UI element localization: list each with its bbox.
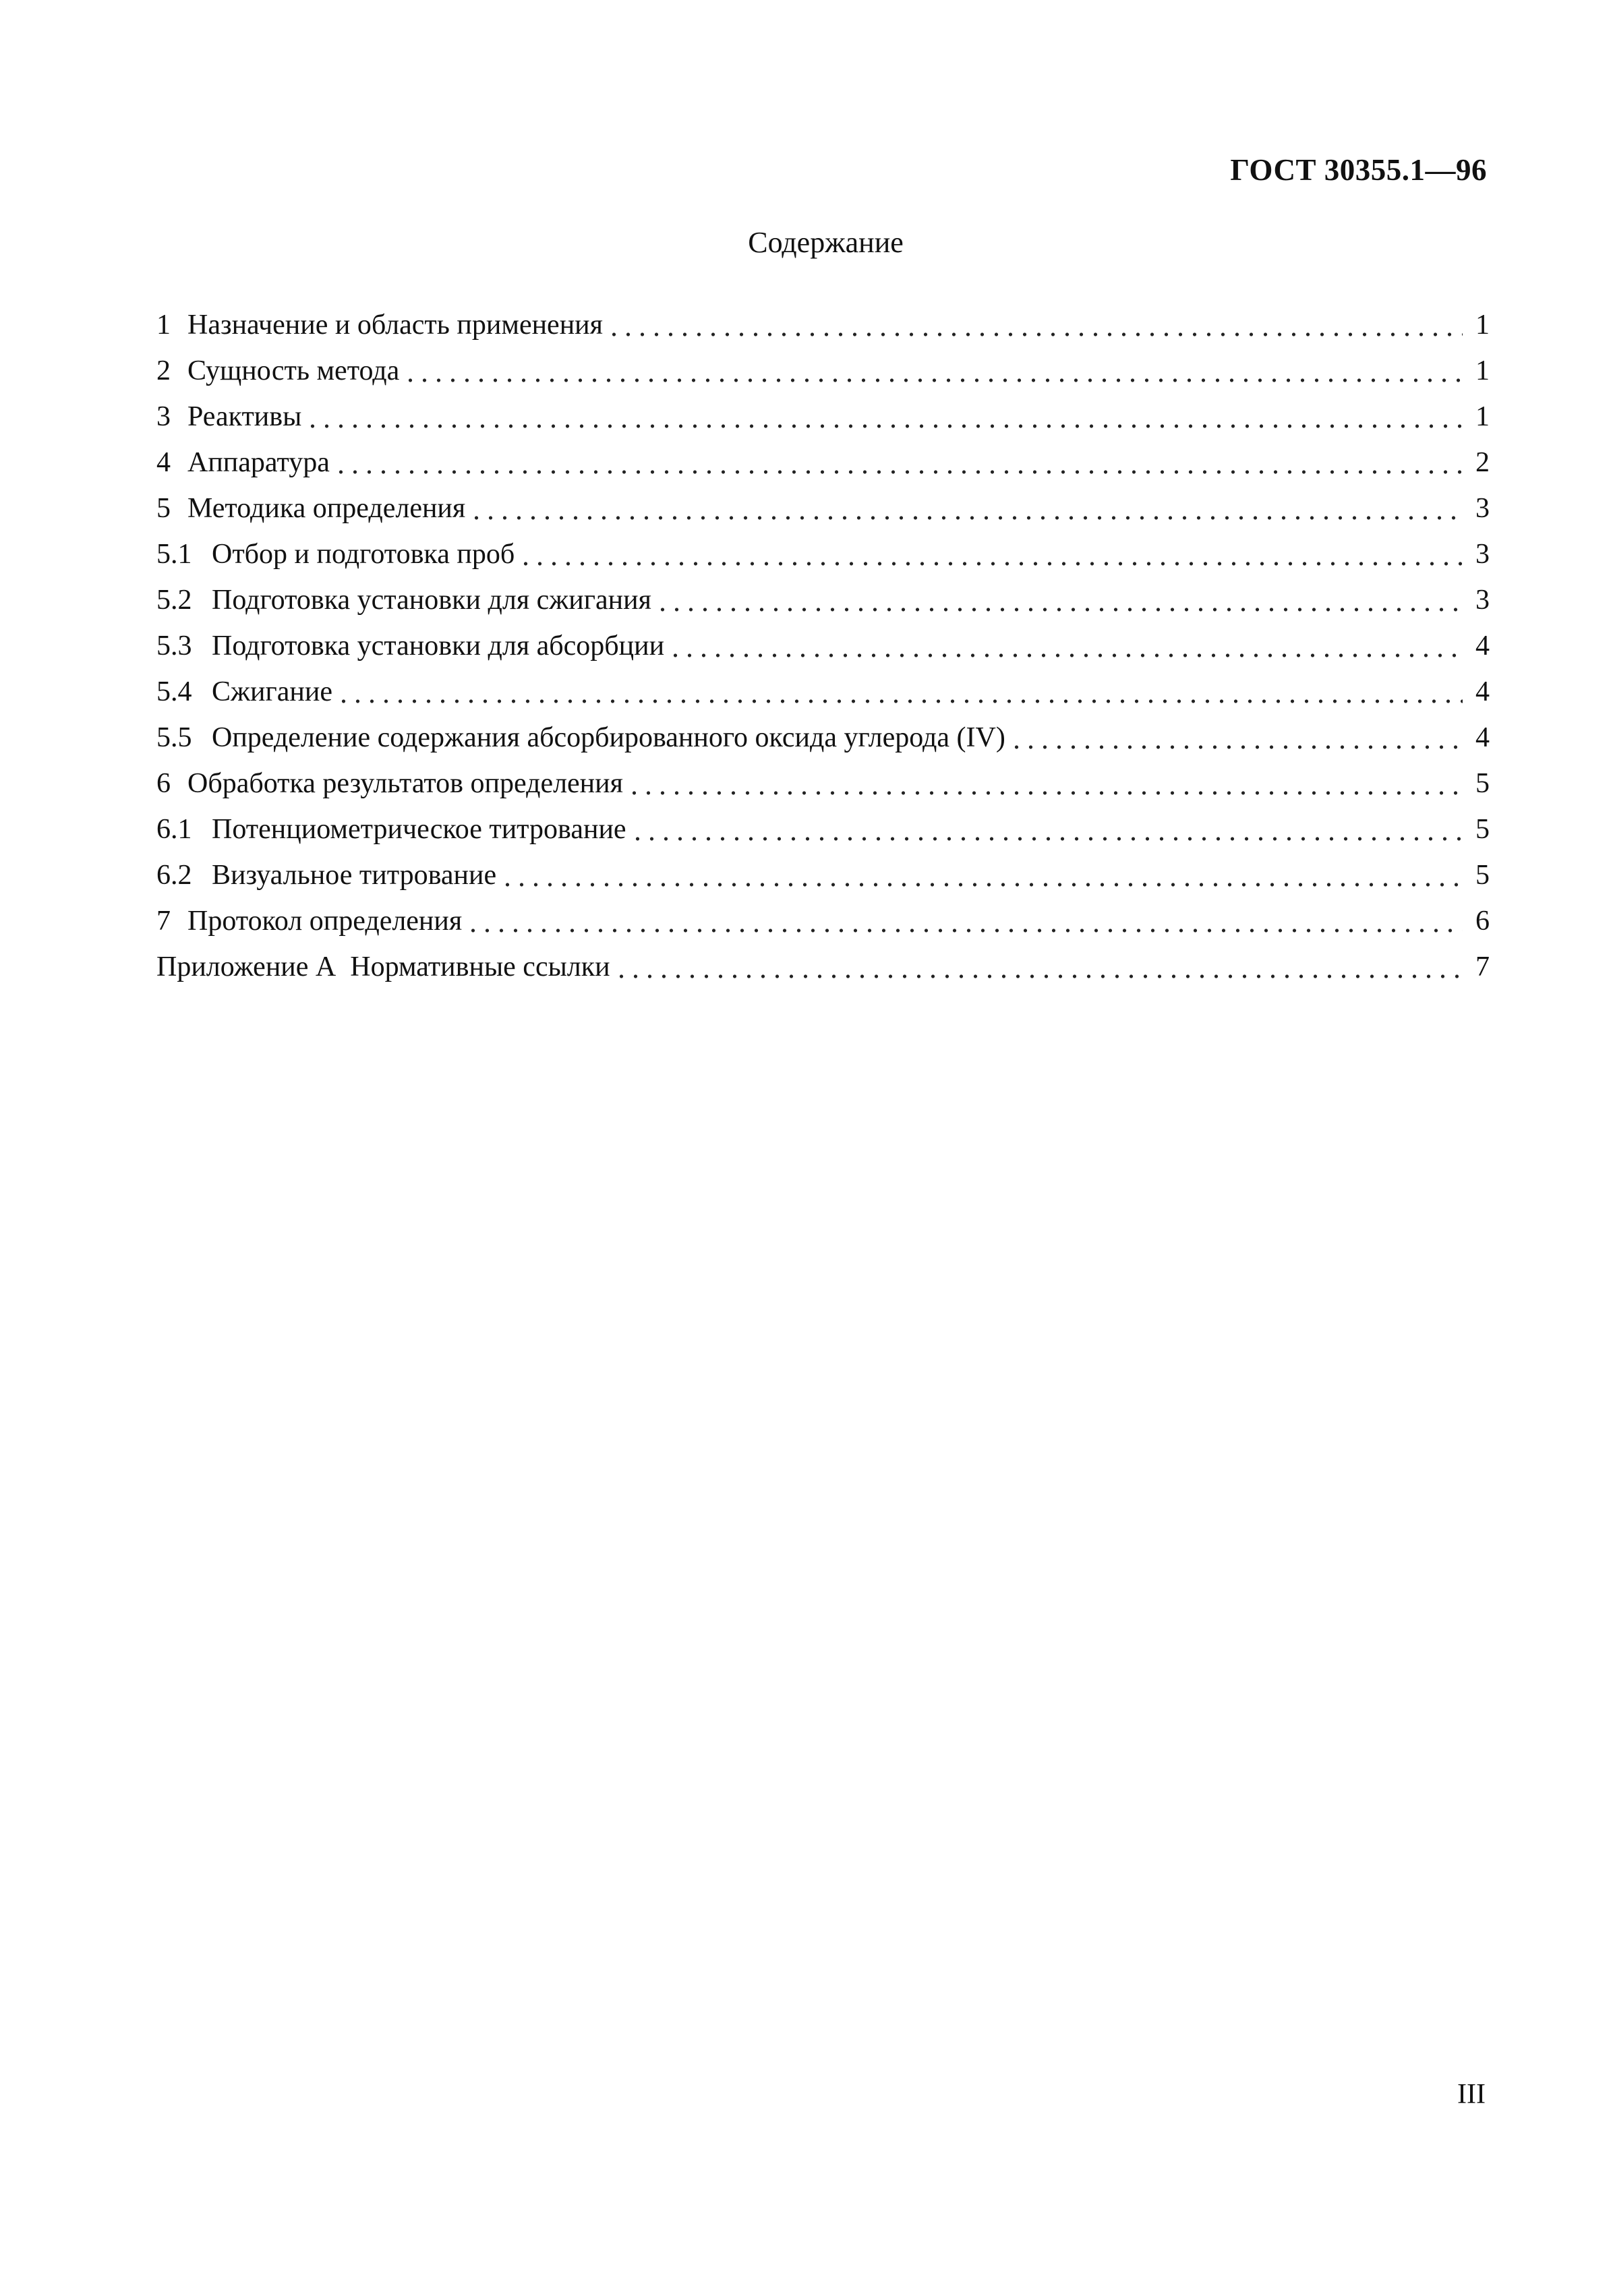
toc-entry-number: 5.1	[156, 539, 192, 570]
toc-entry-label	[156, 806, 626, 852]
toc-entry-number: 5.4	[156, 676, 192, 707]
toc-entry[interactable]	[156, 669, 1490, 715]
toc-leader-dots	[631, 836, 1463, 842]
toc-entry[interactable]	[156, 485, 1490, 531]
toc-entry-text: Аппаратура	[187, 447, 330, 478]
toc-entry-label	[156, 715, 1005, 761]
toc-leader-dots	[469, 515, 1463, 521]
toc-entry-label	[156, 944, 610, 990]
toc-entry-number: 4	[156, 447, 171, 478]
toc-entry-label	[156, 531, 515, 577]
toc-entry-text: Нормативные ссылки	[350, 951, 610, 982]
document-code: ГОСТ 30355.1—96	[1230, 153, 1487, 187]
toc-entry[interactable]	[156, 623, 1490, 669]
toc-entry-text: Реактивы	[187, 401, 302, 432]
toc-entry-page: 4	[1475, 630, 1490, 661]
toc-entry-label	[156, 577, 651, 623]
toc-entry-text: Назначение и область применения	[187, 310, 603, 341]
toc-entry[interactable]	[156, 761, 1490, 806]
toc-entry-number: 6.2	[156, 860, 192, 891]
toc-entry[interactable]	[156, 440, 1490, 485]
toc-leader-dots	[519, 561, 1463, 566]
table-of-contents	[156, 302, 1490, 990]
toc-entry-text: Потенциометрическое титрование	[212, 814, 626, 845]
toc-entry-number: 6.1	[156, 814, 192, 845]
toc-entry-page: 5	[1475, 860, 1490, 891]
toc-entry-text: Обработка результатов определения	[187, 768, 623, 799]
toc-entry-label	[156, 302, 603, 348]
toc-leader-dots	[614, 974, 1463, 979]
toc-entry-page: 5	[1475, 814, 1490, 845]
toc-entry-text: Протокол определения	[187, 906, 463, 937]
toc-entry-page: 4	[1475, 676, 1490, 707]
toc-leader-dots	[305, 423, 1463, 429]
toc-entry-label	[156, 669, 332, 715]
toc-leader-dots	[655, 607, 1463, 612]
toc-entry-label	[156, 394, 301, 440]
toc-entry[interactable]	[156, 715, 1490, 761]
toc-entry-page: 3	[1475, 539, 1490, 570]
toc-entry-page: 6	[1475, 906, 1490, 937]
toc-entry-page: 1	[1475, 401, 1490, 432]
toc-entry-label	[156, 440, 330, 485]
toc-leader-dots	[668, 653, 1463, 658]
toc-title: Содержание	[748, 226, 904, 259]
toc-entry-text: Сущность метода	[187, 355, 400, 386]
toc-entry-page: 3	[1475, 585, 1490, 616]
toc-leader-dots	[466, 928, 1463, 933]
toc-entry-number: 5.2	[156, 585, 192, 616]
toc-entry-label	[156, 485, 465, 531]
toc-entry-text: Отбор и подготовка проб	[212, 539, 515, 570]
toc-entry-number: 5.5	[156, 722, 192, 753]
toc-entry-label	[156, 623, 664, 669]
toc-entry-page: 2	[1475, 447, 1490, 478]
toc-entry[interactable]	[156, 898, 1490, 944]
toc-entry[interactable]	[156, 577, 1490, 623]
toc-entry-number: 5.3	[156, 630, 192, 661]
toc-entry-number: 5	[156, 493, 171, 524]
toc-leader-dots	[500, 882, 1463, 887]
toc-entry-text: Визуальное титрование	[212, 860, 497, 891]
toc-entry[interactable]	[156, 348, 1490, 394]
toc-entry-text: Подготовка установки для абсорбции	[212, 630, 665, 661]
toc-entry-text: Методика определения	[187, 493, 466, 524]
toc-entry[interactable]	[156, 531, 1490, 577]
toc-leader-dots	[1009, 744, 1463, 750]
toc-entry-page: 1	[1475, 355, 1490, 386]
toc-entry-label	[156, 761, 623, 806]
page-number: III	[1457, 2079, 1486, 2110]
toc-entry-label	[156, 852, 496, 898]
toc-leader-dots	[607, 332, 1463, 337]
toc-entry[interactable]	[156, 852, 1490, 898]
toc-leader-dots	[403, 378, 1463, 383]
toc-entry[interactable]	[156, 806, 1490, 852]
toc-entry-appendix[interactable]	[156, 944, 1490, 990]
toc-entry-text: Сжигание	[212, 676, 332, 707]
toc-entry-page: 4	[1475, 722, 1490, 753]
toc-entry-number: 1	[156, 310, 171, 341]
toc-entry-page: 3	[1475, 493, 1490, 524]
toc-entry[interactable]	[156, 394, 1490, 440]
toc-leader-dots	[627, 790, 1463, 796]
toc-leader-dots	[334, 469, 1463, 475]
toc-entry-number: 7	[156, 906, 171, 937]
toc-entry-page: 1	[1475, 310, 1490, 341]
toc-entry-number: 2	[156, 355, 171, 386]
toc-entry-text: Подготовка установки для сжигания	[212, 585, 651, 616]
toc-entry[interactable]	[156, 302, 1490, 348]
toc-entry-text: Определение содержания абсорбированного оксида углерода (IV)	[212, 722, 1005, 753]
toc-entry-label	[156, 898, 462, 944]
toc-leader-dots	[336, 699, 1463, 704]
toc-entry-label	[156, 348, 399, 394]
toc-entry-page: 7	[1475, 951, 1490, 982]
toc-entry-number: 3	[156, 401, 171, 432]
toc-entry-number: 6	[156, 768, 171, 799]
toc-entry-number: Приложение А	[156, 951, 336, 982]
toc-entry-page: 5	[1475, 768, 1490, 799]
